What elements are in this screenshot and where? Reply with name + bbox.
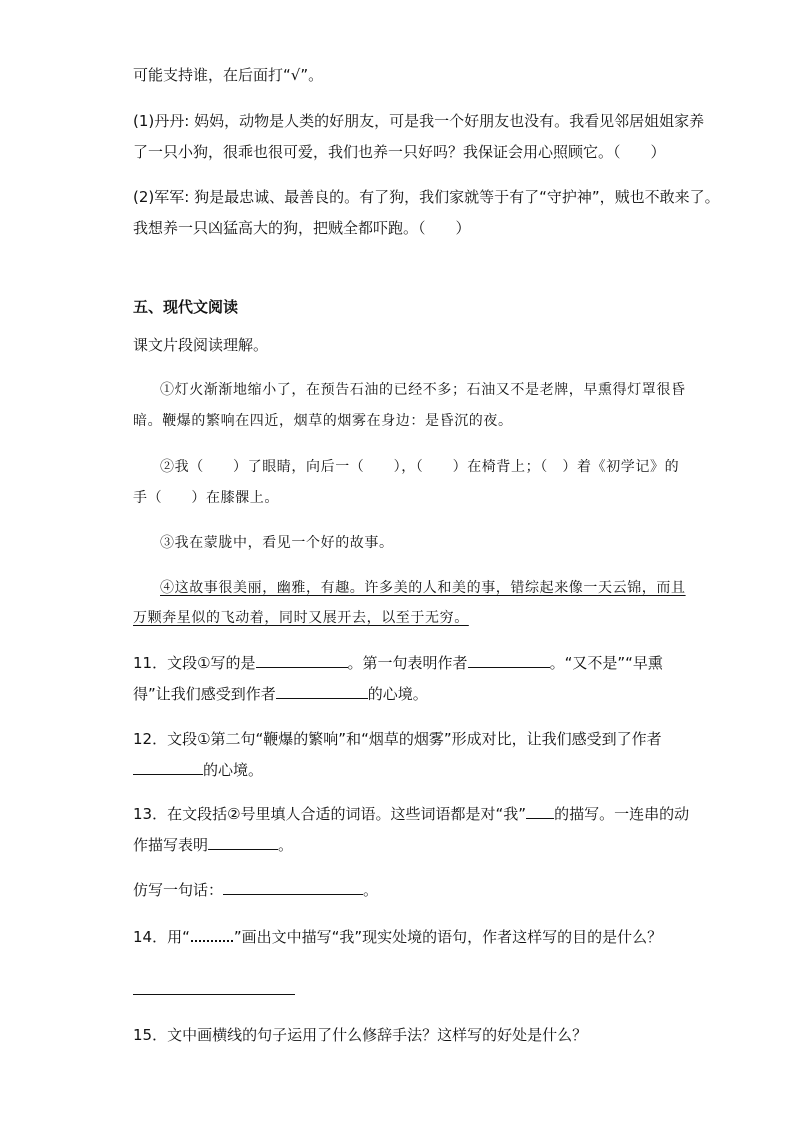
opinion-1-line-1: (1)丹丹: 妈妈，动物是人类的好朋友，可是我一个好朋友也没有。我看见邻居姐姐家养 — [133, 112, 705, 130]
question-11-line-1 — [133, 652, 663, 674]
q13-text-d: 。 — [278, 836, 294, 854]
q12-text-b: 的心境。 — [203, 761, 264, 779]
passage-p4-line-2-text: 万颗奔星似的飞动着，同时又展开去，以至于无穷。 — [133, 610, 469, 626]
passage-p4-line-1-text: ④这故事很美丽，幽雅，有趣。许多美的人和美的事，错综起来像一天云锦，而且 — [160, 580, 686, 596]
question-14-line — [133, 926, 662, 948]
passage-p1-line-2: 暗。鞭爆的繁响在四近，烟草的烟雾在身边：是昏沉的夜。 — [133, 413, 513, 429]
q12-answer-blank[interactable] — [133, 760, 203, 775]
q11-text-a: 11．文段①写的是 — [133, 654, 256, 672]
q14-text-b: ”画出文中描写“我”现实处境的语句，作者这样写的目的是什么？ — [233, 928, 663, 946]
question-12-line-2 — [133, 759, 263, 781]
question-12-line-1: 12．文段①第二句“鞭爆的繁响”和“烟草的烟雾”形成对比，让我们感受到了作者 — [133, 730, 662, 748]
q11-text-c: 。“又不是”“早熏 — [549, 654, 663, 672]
question-13-line-2 — [133, 834, 293, 856]
q13-text-a: 13．在文段括②号里填人合适的词语。这些词语都是对“我” — [133, 805, 527, 823]
q11-text-d: 得”让我们感受到作者 — [133, 685, 276, 703]
wavy-underline-sample-icon — [191, 934, 233, 942]
q13-text-c: 作描写表明 — [133, 836, 209, 854]
q11-text-e: 的心境。 — [367, 685, 428, 703]
question-15-line: 15．文中画横线的句子运用了什么修辞手法？这样写的好处是什么？ — [133, 1026, 588, 1044]
q14-answer-line[interactable] — [133, 994, 295, 995]
q11-answer-blank-1[interactable] — [256, 653, 348, 668]
passage-p2-line-1: ②我（ ）了眼睛，向后一（ ），（ ）在椅背上；（ ）着《初学记》的 — [160, 459, 680, 475]
question-11-line-2 — [133, 683, 428, 705]
passage-p4-line-2 — [133, 607, 469, 629]
q11-answer-blank-2[interactable] — [468, 653, 550, 668]
passage-p3: ③我在蒙胧中，看见一个好的故事。 — [160, 535, 394, 551]
q13-answer-blank-1[interactable] — [526, 804, 554, 819]
q13-answer-blank-2[interactable] — [208, 835, 278, 850]
opinion-1-line-2: 了一只小狗，很乖也很可爱，我们也养一只好吗？我保证会用心照顾它。（ ） — [133, 143, 666, 161]
q13-text-b: 的描写。一连串的动 — [554, 805, 690, 823]
intro-line: 可能支持谁，在后面打“√”。 — [133, 66, 324, 84]
q13-imitate-blank[interactable] — [223, 880, 363, 895]
passage-p2-line-2: 手（ ）在膝髁上。 — [133, 490, 279, 506]
q13-imitate-label: 仿写一句话： — [133, 881, 224, 899]
q14-text-a: 14．用“ — [133, 928, 190, 946]
q11-answer-blank-3[interactable] — [276, 684, 368, 699]
opinion-2-line-2: 我想养一只凶猛高大的狗，把贼全都吓跑。（ ） — [133, 219, 471, 237]
section-subtitle: 课文片段阅读理解。 — [133, 336, 269, 354]
question-13-imitate-line — [133, 879, 378, 901]
question-13-line-1 — [133, 803, 689, 825]
section-title: 五、现代文阅读 — [133, 298, 239, 316]
q11-text-b: 。第一句表明作者 — [347, 654, 468, 672]
opinion-2-line-1: (2)军军: 狗是最忠诚、最善良的。有了狗，我们家就等于有了“守护神”，贼也不敢来了。 — [133, 188, 720, 206]
q13-imitate-end: 。 — [363, 881, 379, 899]
passage-p4-line-1 — [160, 577, 686, 599]
passage-p1-line-1: ①灯火渐渐地缩小了，在预告石油的已经不多；石油又不是老牌，早熏得灯罩很昏 — [160, 382, 686, 398]
